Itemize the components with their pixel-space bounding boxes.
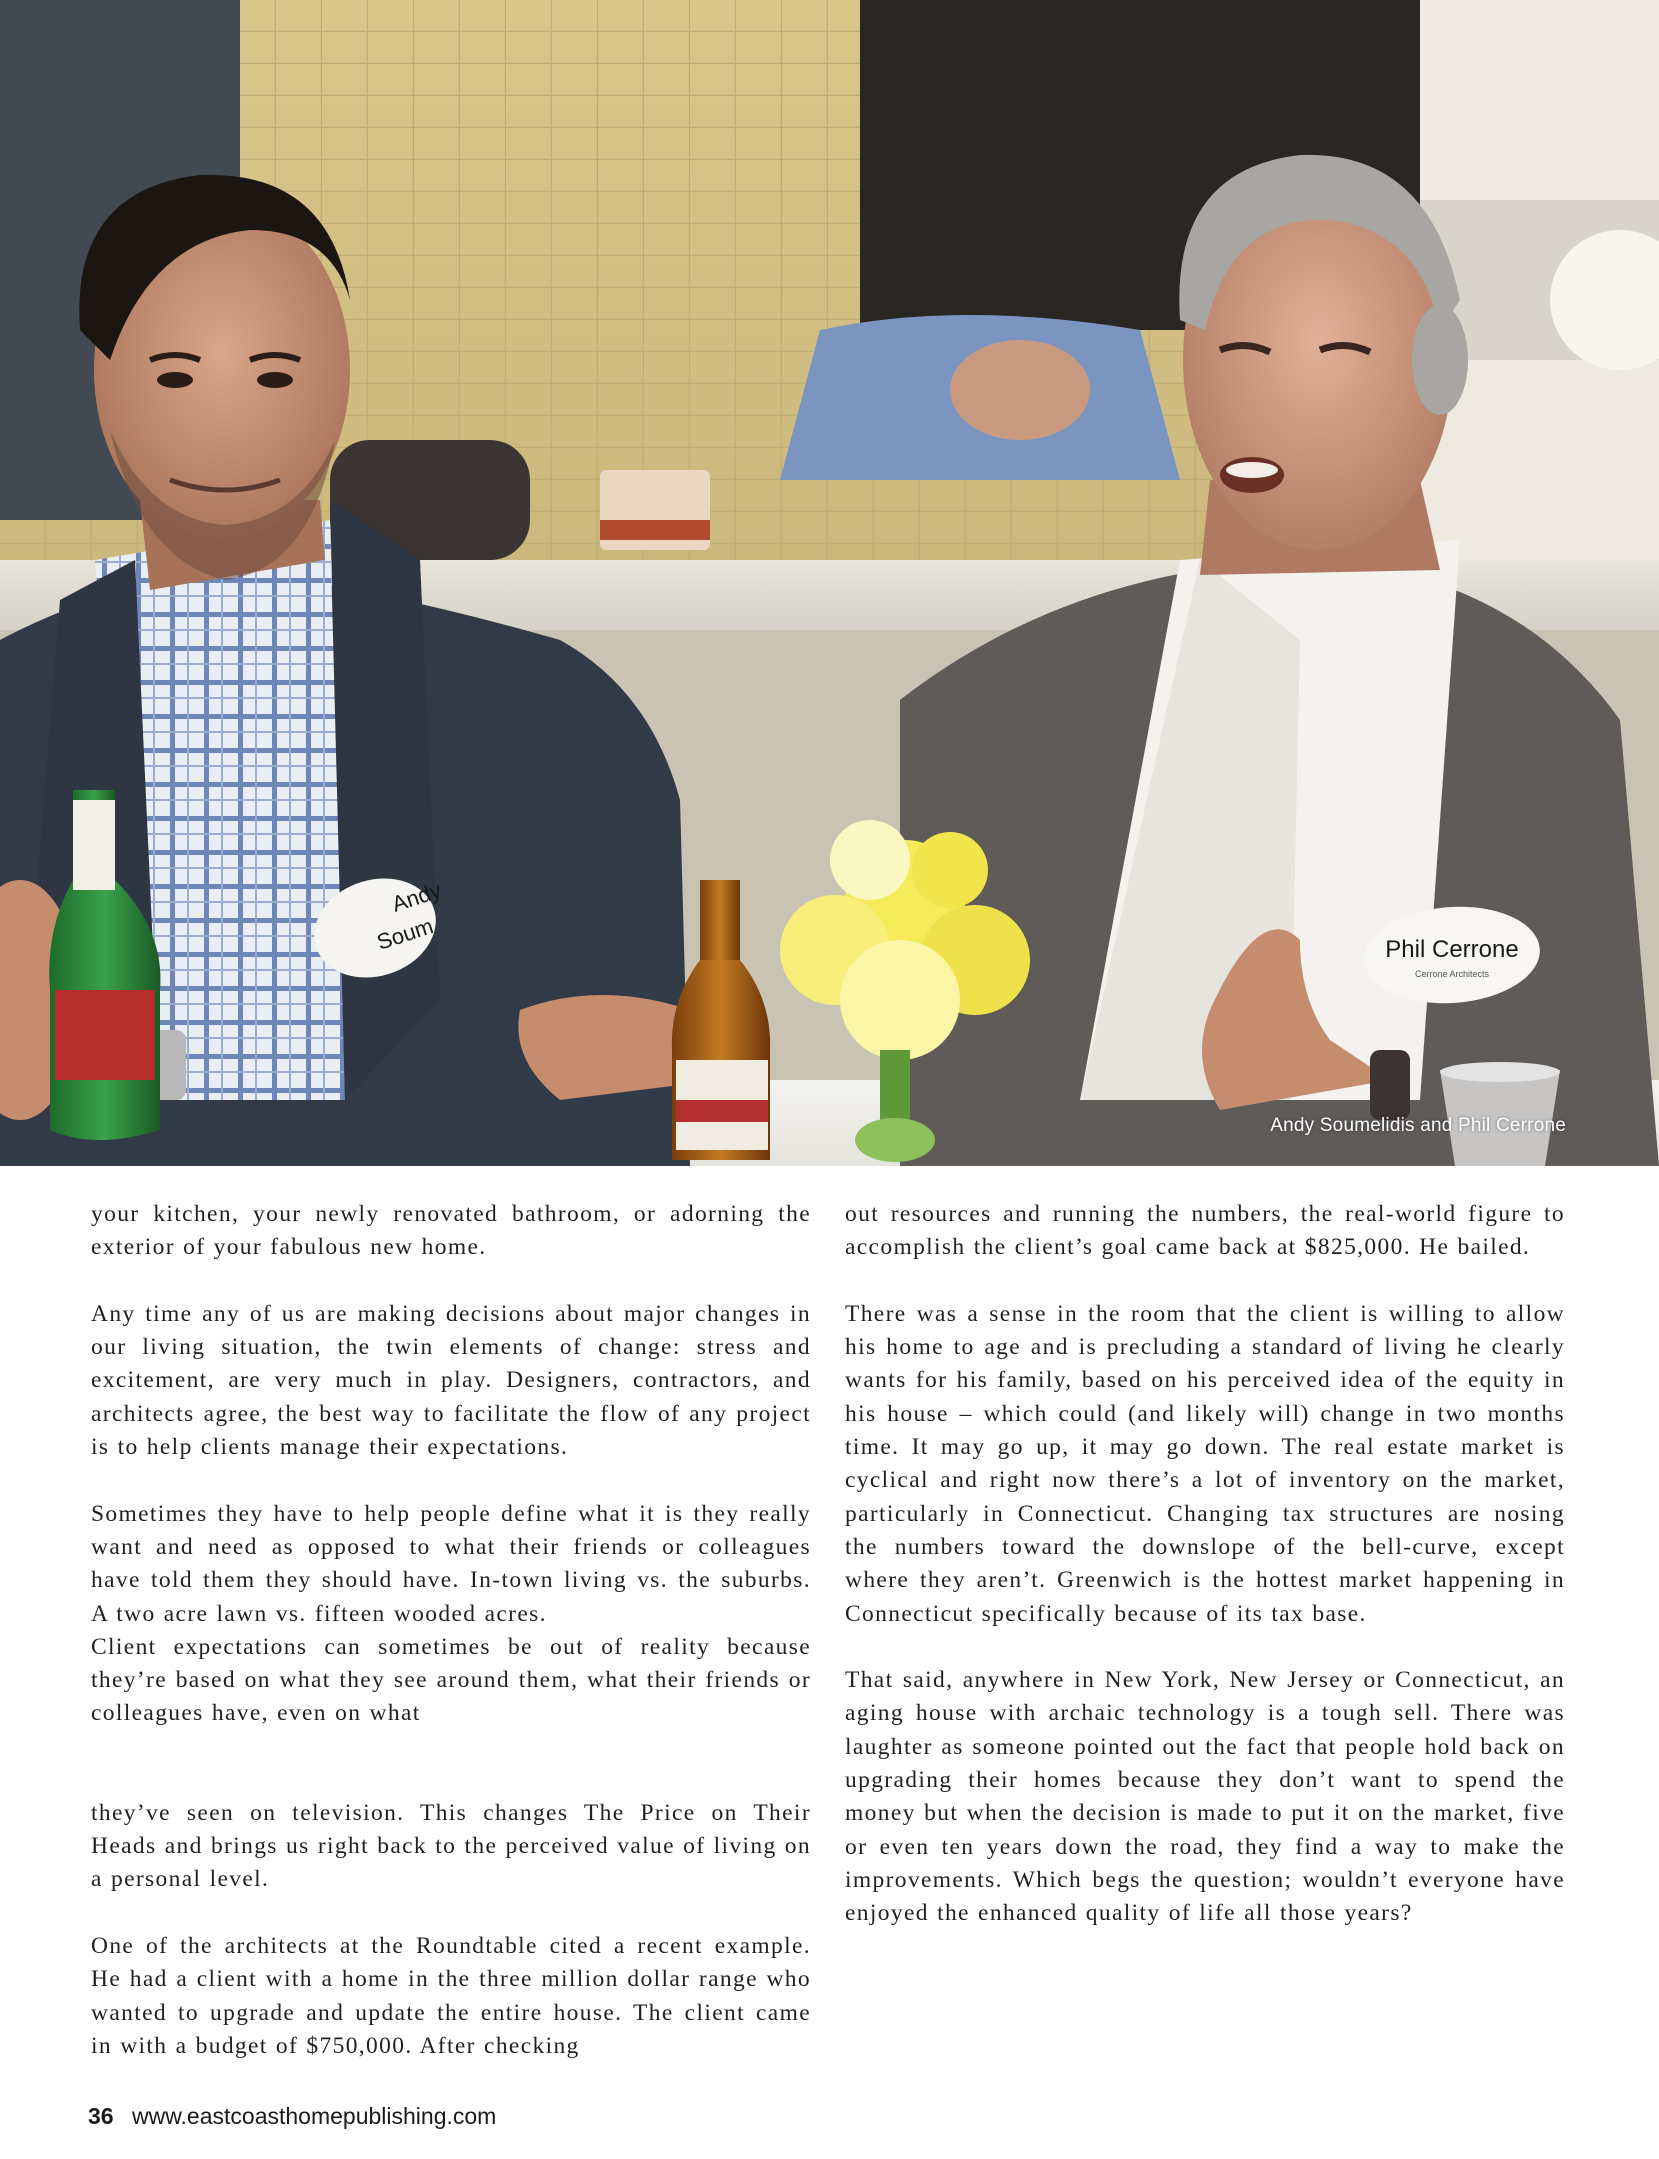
right-paragraph-2: There was a sense in the room that the client is willing to allow his home to age and is precluding a standard of living he clearly wants for his family, based on his perceived idea of the equity in his house – which could (and likely will) change in two months time. It may go up, it may go down. The real estate market is cyclical and right now there’s a lot of inventory on the market, particularly in Connecticut. Changing tax structures are nosing the numbers toward the downslope of the bell-curve, except where they aren’t. Greenwich is the hottest market happening in Connecticut specifically because of its tax base. — [845, 1300, 1565, 1627]
left-paragraph-6: One of the architects at the Roundtable cited a recent example. He had a client with a home in the three million dollar range who wanted to upgrade and update the entire house. The client came in with a budget of $750,000. After checking — [91, 1932, 811, 2059]
photo-caption: Andy Soumelidis and Phil Cerrone — [1270, 1115, 1566, 1136]
right-column — [845, 1198, 1565, 1964]
badge-left-line2: Soum — [373, 913, 437, 955]
badge-left-line1: Andy — [388, 877, 445, 917]
badge-right-name: Phil Cerrone — [1385, 936, 1519, 963]
footer-url[interactable]: www.eastcoasthomepublishing.com — [131, 2103, 497, 2129]
page-footer — [88, 2103, 496, 2130]
left-column — [91, 1198, 811, 2096]
left-paragraph-2: Any time any of us are making decisions about major changes in our living situation, the twin elements of change: stress and excitement, are very much in play. Designers, contractors, and architects agree, the best way to facilitate the flow of any project is to help clients manage their expectations. — [91, 1300, 811, 1461]
badge-right-company: Cerrone Architects — [1414, 969, 1490, 979]
left-paragraph-5: they’ve seen on television. This changes The Price on Their Heads and brings us right back to the perceived value of living on a personal level. — [91, 1799, 811, 1893]
left-paragraph-4: Client expectations can sometimes be out of reality because they’re based on what they see around them, what their friends or colleagues have, even on what — [91, 1633, 811, 1727]
left-paragraph-1: your kitchen, your newly renovated bathroom, or adorning the exterior of your fabulous new home. — [91, 1201, 811, 1261]
page-number: 36 — [88, 2103, 114, 2129]
right-paragraph-3: That said, anywhere in New York, New Jersey or Connecticut, an aging house with archaic technology is a tough sell. There was laughter as someone pointed out the fact that people hold back on upgrading their homes because they don’t want to spend the money but when the decision is made to put it on the market, five or even ten years down the road, they find a way to make the improvements. Which begs the question; wouldn’t everyone have enjoyed the enhanced quality of life all those years? — [845, 1667, 1565, 1927]
right-paragraph-1: out resources and running the numbers, the real-world figure to accomplish the client’s goal came back at $825,000. He bailed. — [845, 1201, 1565, 1261]
left-paragraph-3: Sometimes they have to help people define what it is they really want and need as opposed to what their friends or colleagues have told them they should have. In-town living vs. the suburbs. A two acre lawn vs. fifteen wooded acres. — [91, 1500, 811, 1627]
amber-bottle — [672, 880, 770, 1160]
